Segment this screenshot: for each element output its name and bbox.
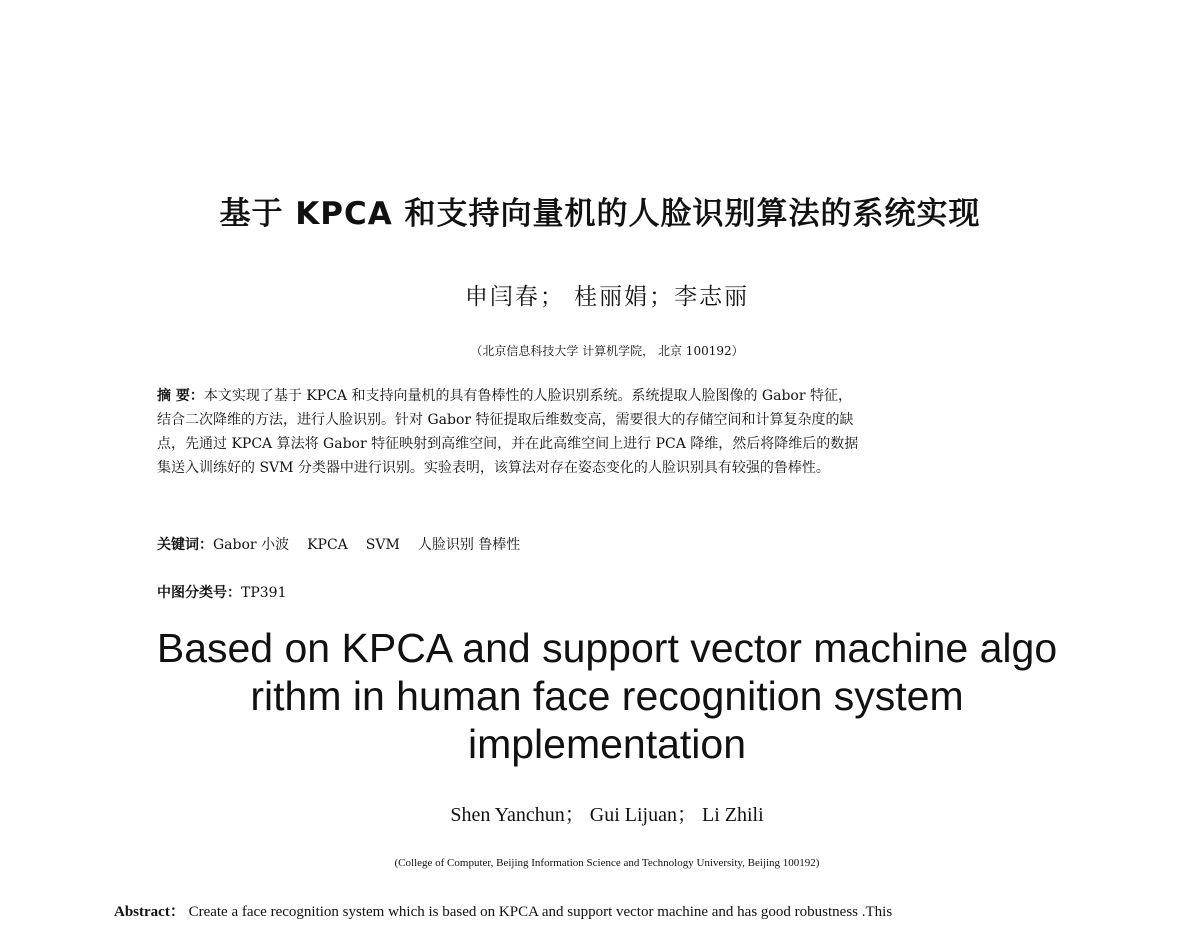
chinese-abstract-line-1	[157, 384, 1057, 408]
chinese-affiliation: （北京信息科技大学 计算机学院， 北京 100192）	[470, 344, 744, 358]
english-title	[0, 624, 1200, 768]
english-title-line-2: rithm in human face recognition system	[250, 673, 964, 719]
keyword-4: 人脸识别 鲁棒性	[417, 537, 521, 553]
chinese-abstract	[157, 384, 1057, 480]
english-abstract-label: Abstract：	[114, 904, 185, 920]
classification-label: 中图分类号：	[157, 585, 241, 601]
chinese-abstract-line-2: 结合二次降维的方法，进行人脸识别。针对 Gabor 特征提取后维数变高，需要很大的存储空间和计算复杂度的缺	[157, 412, 854, 428]
english-title-line-1: Based on KPCA and support vector machine algo	[156, 625, 1058, 671]
chinese-authors: 申闫春； 桂丽娟；李志丽	[464, 284, 750, 310]
english-abstract	[114, 900, 892, 921]
keywords-list	[213, 537, 520, 553]
chinese-abstract-line-4: 集送入训练好的 SVM 分类器中进行识别。实验表明，该算法对存在姿态变化的人脸识别具有较强的鲁棒性。	[157, 460, 830, 476]
english-authors: Shen Yanchun； Gui Lijuan； Li Zhili	[450, 804, 764, 826]
keyword-1: Gabor 小波	[213, 537, 290, 553]
chinese-abstract-text-1: 本文实现了基于 KPCA 和支持向量机的具有鲁棒性的人脸识别系统。系统提取人脸图像的 Gabor 特征，	[203, 388, 852, 404]
chinese-abstract-label: 摘 要：	[157, 388, 204, 404]
english-title-line-3: implementation	[467, 721, 747, 767]
chinese-abstract-line-3: 点，先通过 KPCA 算法将 Gabor 特征映射到高维空间，并在此高维空间上进行 PCA 降维，然后将降维后的数据	[157, 436, 859, 452]
classification-value: TP391	[241, 585, 287, 601]
keyword-3: SVM	[365, 537, 400, 553]
keywords-label: 关键词：	[157, 537, 213, 553]
chinese-keywords	[157, 534, 520, 554]
chinese-title: 基于 KPCA 和支持向量机的人脸识别算法的系统实现	[219, 196, 981, 232]
english-abstract-text: Create a face recognition system which is based on KPCA and support vector machine and has good robustness .This	[184, 904, 893, 920]
classification-number	[157, 582, 286, 602]
english-affiliation: (College of Computer, Beijing Information Science and Technology University, Beijing 100192)	[394, 857, 820, 869]
keyword-2: KPCA	[307, 537, 348, 553]
